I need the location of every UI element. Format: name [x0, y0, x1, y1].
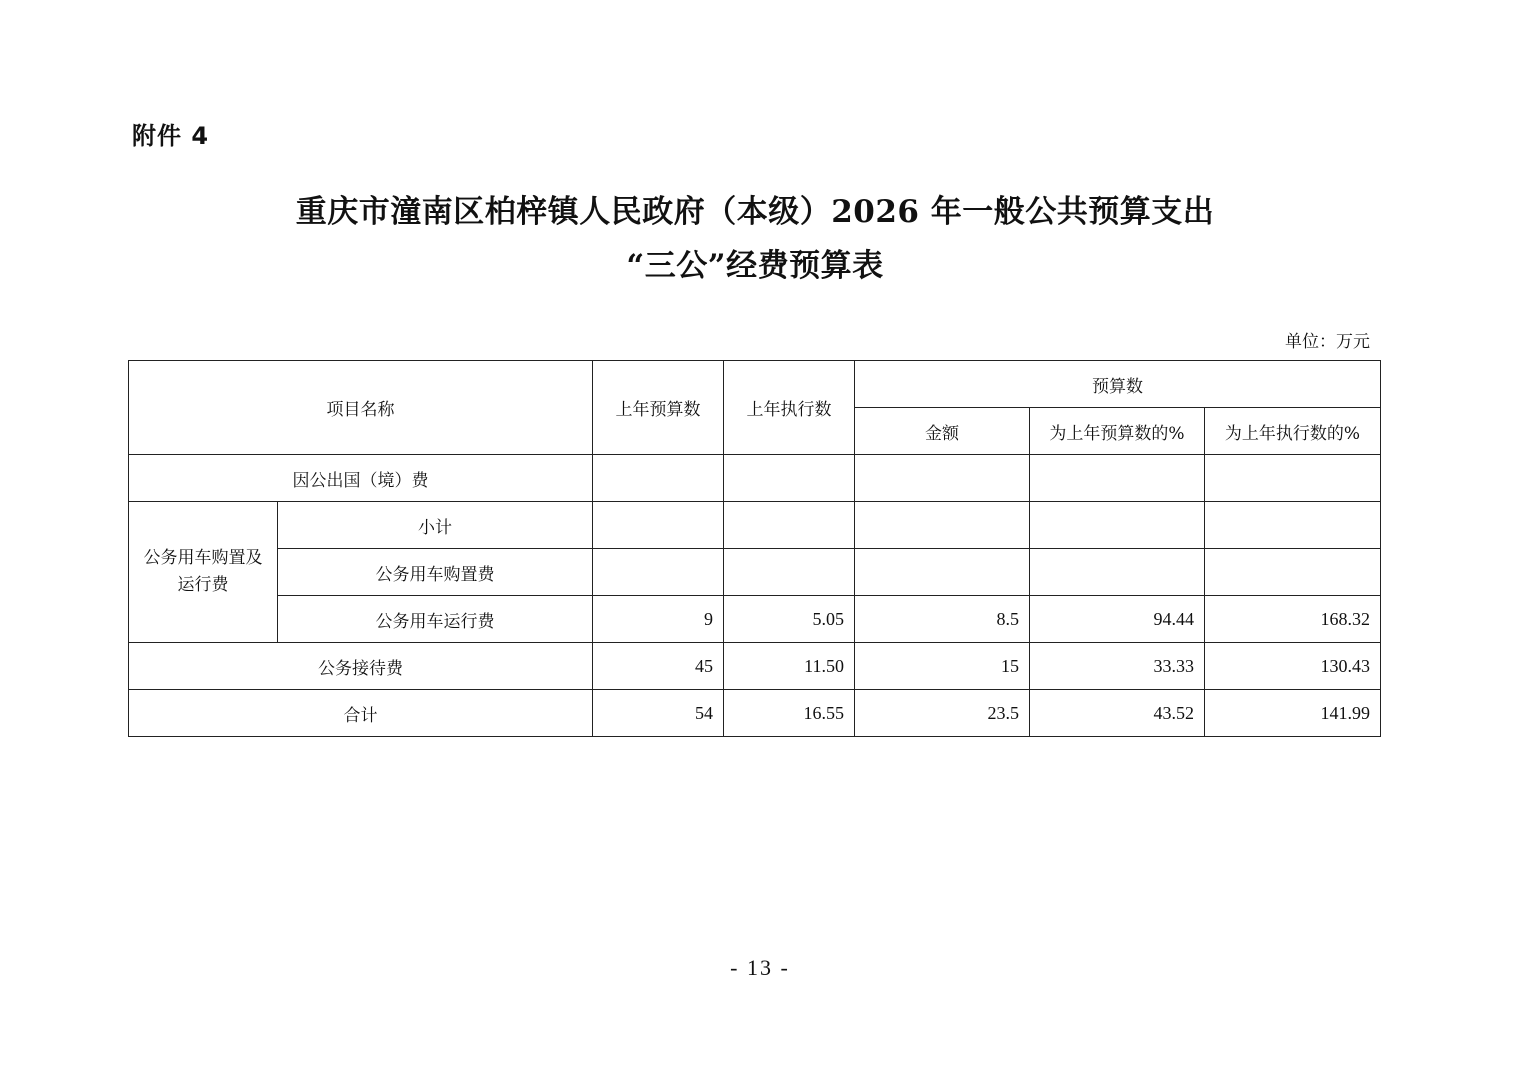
cell-prev-budget — [593, 549, 724, 596]
cell-prev-budget: 45 — [593, 643, 724, 690]
row-label-vehicle-operation: 公务用车运行费 — [278, 596, 593, 643]
cell-pct-executed: 168.32 — [1205, 596, 1381, 643]
table-row-vehicle-operation — [129, 596, 1381, 643]
cell-prev-budget — [593, 502, 724, 549]
cell-pct-executed — [1205, 455, 1381, 502]
row-label-vehicle-subtotal: 小计 — [278, 502, 593, 549]
cell-prev-executed — [724, 455, 855, 502]
page-number: - 13 - — [730, 955, 790, 980]
row-label-abroad: 因公出国（境）费 — [129, 455, 593, 502]
cell-pct-budget: 94.44 — [1030, 596, 1205, 643]
table-row-reception — [129, 643, 1381, 690]
cell-prev-budget: 54 — [593, 690, 724, 737]
header-item-name: 项目名称 — [129, 361, 593, 455]
table-row-total — [129, 690, 1381, 737]
cell-amount: 23.5 — [855, 690, 1030, 737]
cell-prev-executed: 16.55 — [724, 690, 855, 737]
cell-amount — [855, 455, 1030, 502]
cell-pct-executed: 141.99 — [1205, 690, 1381, 737]
cell-pct-executed: 130.43 — [1205, 643, 1381, 690]
header-row-1 — [129, 361, 1381, 408]
cell-pct-budget — [1030, 549, 1205, 596]
cell-amount — [855, 549, 1030, 596]
table-row-abroad — [129, 455, 1381, 502]
cell-pct-executed — [1205, 549, 1381, 596]
row-label-vehicle-purchase: 公务用车购置费 — [278, 549, 593, 596]
cell-prev-executed — [724, 502, 855, 549]
cell-amount — [855, 502, 1030, 549]
table-row-vehicle-subtotal — [129, 502, 1381, 549]
cell-prev-executed: 11.50 — [724, 643, 855, 690]
cell-amount: 15 — [855, 643, 1030, 690]
cell-pct-budget: 43.52 — [1030, 690, 1205, 737]
cell-pct-budget — [1030, 455, 1205, 502]
cell-pct-executed — [1205, 502, 1381, 549]
cell-pct-budget — [1030, 502, 1205, 549]
header-prev-budget: 上年预算数 — [593, 361, 724, 455]
header-pct-prev-budget: 为上年预算数的% — [1030, 408, 1205, 455]
cell-prev-budget: 9 — [593, 596, 724, 643]
attachment-label: 附件 4 — [132, 122, 210, 150]
cell-prev-budget — [593, 455, 724, 502]
cell-prev-executed: 5.05 — [724, 596, 855, 643]
header-pct-prev-executed: 为上年执行数的% — [1205, 408, 1381, 455]
budget-table — [128, 360, 1381, 737]
header-budget-group: 预算数 — [855, 361, 1381, 408]
cell-prev-executed — [724, 549, 855, 596]
row-label-vehicle-group: 公务用车购置及运行费 — [129, 502, 278, 643]
header-amount: 金额 — [855, 408, 1030, 455]
row-label-reception: 公务接待费 — [129, 643, 593, 690]
cell-amount: 8.5 — [855, 596, 1030, 643]
table-row-vehicle-purchase — [129, 549, 1381, 596]
document-title-line-2: “三公”经费预算表 — [626, 248, 884, 284]
cell-pct-budget: 33.33 — [1030, 643, 1205, 690]
header-prev-executed: 上年执行数 — [724, 361, 855, 455]
document-title-line-1: 重庆市潼南区柏梓镇人民政府（本级）2026 年一般公共预算支出 — [295, 194, 1215, 230]
unit-label: 单位：万元 — [1285, 332, 1370, 352]
row-label-total: 合计 — [129, 690, 593, 737]
